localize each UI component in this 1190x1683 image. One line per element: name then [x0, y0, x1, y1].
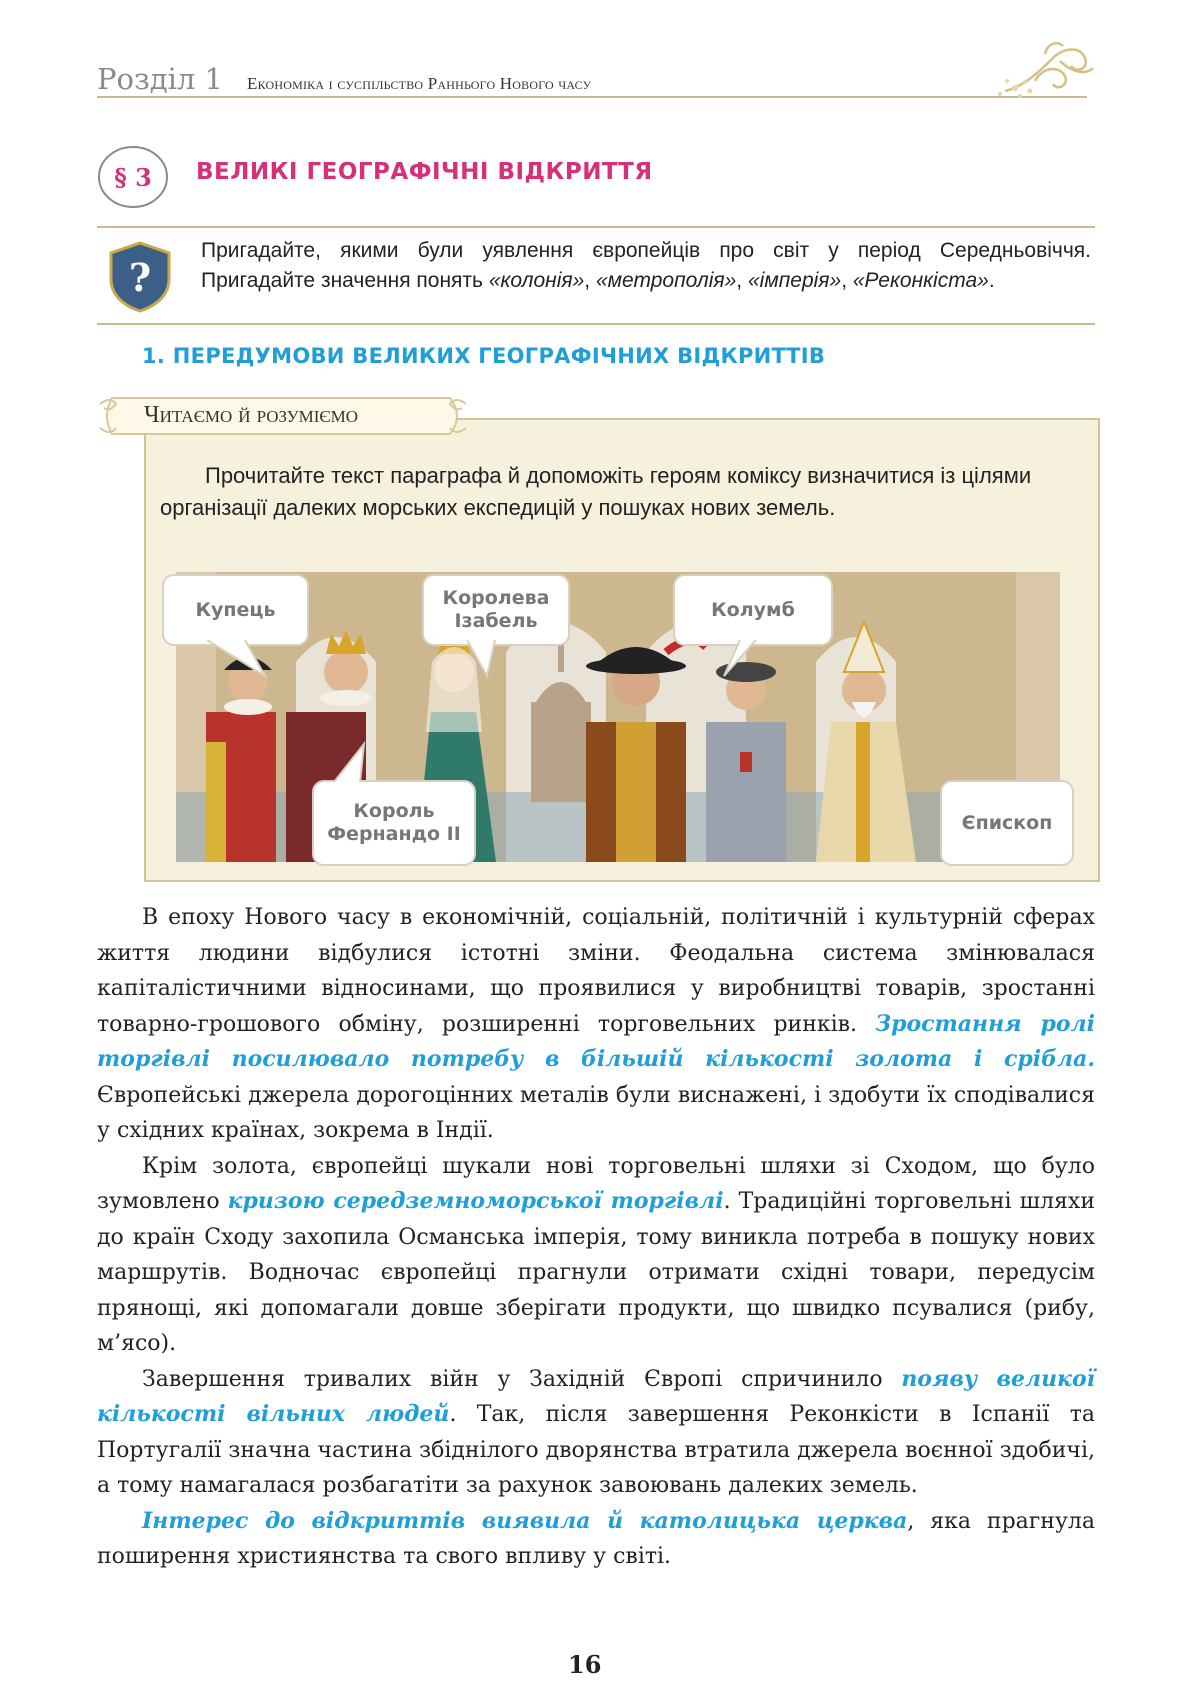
bubble-queen-text — [443, 587, 550, 633]
section-heading: 1. ПЕРЕДУМОВИ ВЕЛИКИХ ГЕОГРАФІЧНИХ ВІДКРИТТІВ — [142, 344, 826, 368]
bubble-merchant — [162, 574, 309, 646]
highlight-text: Інтерес до відкриттів виявила й католицька церква — [142, 1507, 908, 1534]
bubble-columbus — [673, 574, 833, 646]
paragraph-title: ВЕЛИКІ ГЕОГРАФІЧНІ ВІДКРИТТЯ — [196, 159, 653, 185]
bubble-bishop-text: Єпископ — [961, 811, 1053, 834]
reading-tab — [98, 390, 468, 442]
recall-sep: , — [841, 269, 853, 292]
question-shield-icon — [107, 241, 173, 313]
section-subtitle: Економіка і суспільство Раннього Нового часу — [247, 74, 592, 93]
highlight-text: кризою середземноморської торгівлі — [227, 1188, 724, 1214]
bubble-queen-line2: Ізабель — [454, 610, 538, 632]
recall-box — [97, 226, 1095, 325]
term-colony: «колонія» — [488, 269, 585, 292]
highlight-text: Зростання ролі торгівлі посилювало потребу в більшій кількості золота і срібла. — [97, 1010, 1095, 1072]
section-label: Розділ 1 — [97, 62, 224, 96]
text-span: Європейські джерела дорогоцінних металів були виснажені, і здобути їх сподівалися у східних країнах, зокрема в Індії. — [97, 1082, 1095, 1143]
text-span: . Традиційні торговельні шляхи до країн Сходу захопила Османська імперія, тому виникла потреба в пошуку нових маршрутів. Водночас європейці прагнули отримати східні товари, передусім прянощі, які допомагали довше зберігати продукти, що швидко псувалися (рибу, м’ясо). — [97, 1189, 1095, 1356]
floral-ornament-icon — [985, 36, 1100, 106]
body-paragraph-2 — [97, 1149, 1095, 1362]
reading-task: Прочитайте текст параграфа й допоможіть героям коміксу визначитися із цілями організації далеких морських експедицій у пошуках нових земель. — [160, 463, 1032, 520]
page-header — [97, 58, 1095, 98]
text-span: , яка прагнула поширення християнства та свого впливу у світі. — [97, 1508, 1095, 1569]
highlight-text: появу великої кількості вільних людей — [97, 1365, 1095, 1427]
bubble-bishop — [940, 780, 1074, 866]
recall-intro: Пригадайте, якими були уявлення європейців про світ у період Середньовіччя. Пригадайте значення понять — [201, 239, 1091, 292]
body-paragraph-3 — [97, 1362, 1095, 1504]
text-span: Завершення тривалих війн у Західній Європі спричинило — [142, 1366, 902, 1392]
bubble-merchant-tail — [205, 640, 275, 680]
body-text — [97, 900, 1095, 1575]
svg-text:?: ? — [128, 255, 152, 300]
body-paragraph-4 — [97, 1504, 1095, 1575]
bubble-king-line1: Король — [353, 800, 435, 822]
text-span: Крім золота, європейці шукали нові торговельні шляхи зі Сходом, що було зумовлено — [97, 1153, 1095, 1214]
bubble-columbus-text: Колумб — [711, 598, 795, 621]
reading-tab-label: Читаємо й розуміємо — [144, 402, 359, 428]
recall-sep: , — [736, 269, 748, 292]
text-span: В епоху Нового часу в економічній, соціальній, політичній і культурній сферах життя людини відбулися істотні зміни. Феодальна система змінювалася капіталістичними відносинами, що проявилися у виробництві товарів, зростанні товарно-грошового обміну, розширенні торговельних ринків. — [97, 905, 1095, 1037]
recall-text — [201, 236, 1091, 296]
bubble-columbus-tail — [720, 640, 760, 680]
recall-end: . — [988, 269, 995, 292]
page-number: 16 — [568, 1650, 602, 1679]
recall-sep: , — [584, 269, 596, 292]
bubble-king-tail — [330, 740, 370, 782]
bubble-king-line2: Фернандо II — [327, 823, 461, 845]
header-rule — [97, 96, 1087, 98]
bubble-queen-tail — [465, 640, 505, 680]
term-reconquista: «Реконкіста» — [852, 269, 989, 292]
bubble-king — [312, 780, 476, 866]
text-span: . Так, після завершення Реконкісти в Іспанії та Португалії значна частина збіднілого дворянства втратила джерела воєнної здобичі, а тому намагалася розбагатіти за рахунок завоювань далеких земель. — [97, 1402, 1095, 1498]
bubble-merchant-text: Купець — [195, 598, 276, 621]
body-paragraph-1 — [97, 900, 1095, 1149]
paragraph-badge — [96, 144, 170, 210]
bubble-queen — [422, 574, 570, 646]
term-metropolis: «метрополія» — [595, 269, 737, 292]
paragraph-number: § 3 — [114, 163, 152, 192]
term-empire: «імперія» — [747, 269, 842, 292]
bubble-queen-line1: Королева — [442, 587, 550, 609]
bubble-king-text — [327, 800, 461, 846]
